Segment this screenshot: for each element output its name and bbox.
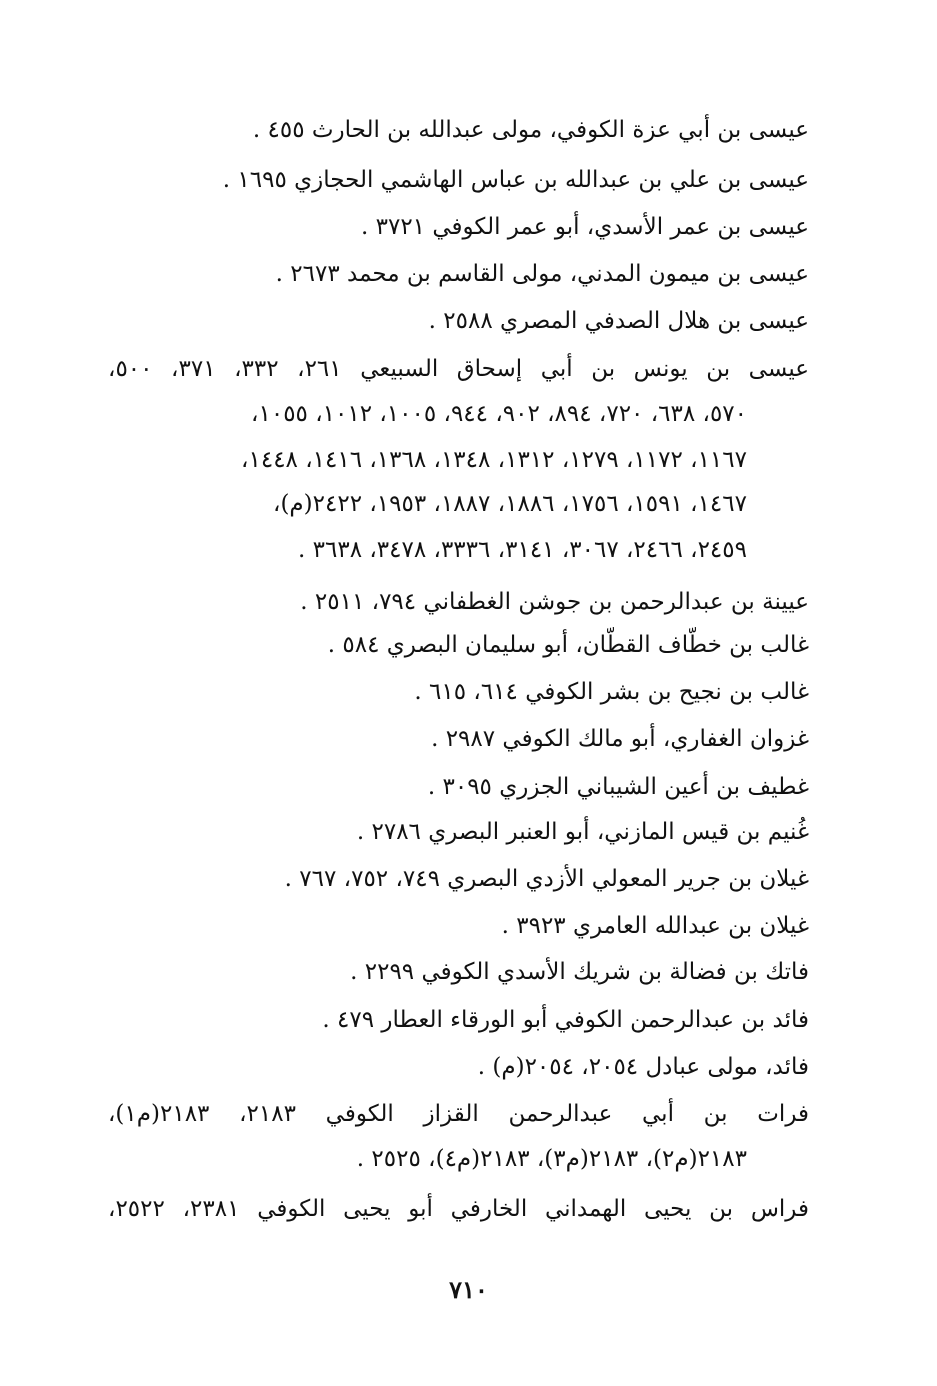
index-entry-continuation: ٢١٨٣(م٢)، ٢١٨٣(م٣)، ٢١٨٣(م٤)، ٢٥٢٥ . <box>356 1146 747 1172</box>
index-entry: غالب بن خطّاف القطّان، أبو سليمان البصري ٥٨٤ . <box>327 632 809 658</box>
page-number: ٧١٠ <box>449 1275 488 1304</box>
index-entry: فرات بن أبي عبدالرحمن القزاز الكوفي ٢١٨٣، ٢١٨٣(م١)، <box>108 1101 810 1127</box>
index-entry: غيلان بن عبدالله العامري ٣٩٢٣ . <box>501 913 809 939</box>
index-entry: عيسى بن هلال الصدفي المصري ٢٥٨٨ . <box>428 308 809 334</box>
index-entry: عيسى بن أبي عزة الكوفي، مولى عبدالله بن الحارث ٤٥٥ . <box>252 117 809 143</box>
index-entry: فائد بن عبدالرحمن الكوفي أبو الورقاء العطار ٤٧٩ . <box>322 1007 809 1033</box>
index-entry: عيسى بن يونس بن أبي إسحاق السبيعي ٢٦١، ٣٣٢، ٣٧١، ٥٠٠، <box>108 356 810 382</box>
index-entry: غزوان الغفاري، أبو مالك الكوفي ٢٩٨٧ . <box>431 726 809 752</box>
index-entry: فائد، مولى عبادل ٢٠٥٤، ٢٠٥٤(م) . <box>477 1054 809 1080</box>
index-entry: فراس بن يحيى الهمداني الخارفي أبو يحيى الكوفي ٢٣٨١، ٢٥٢٢، <box>108 1196 809 1222</box>
index-entry: عيسى بن عمر الأسدي، أبو عمر الكوفي ٣٧٢١ . <box>360 214 809 240</box>
index-entry-continuation: ٢٤٥٩، ٢٤٦٦، ٣٠٦٧، ٣١٤١، ٣٣٣٦، ٣٤٧٨، ٣٦٣٨ . <box>298 537 747 563</box>
index-entry-continuation: ١١٦٧، ١١٧٢، ١٢٧٩، ١٣١٢، ١٣٤٨، ١٣٦٨، ١٤١٦، ١٤٤٨، <box>241 447 747 473</box>
index-entry: غيلان بن جرير المعولي الأزدي البصري ٧٤٩، ٧٥٢، ٧٦٧ . <box>284 866 809 892</box>
index-entry: عيسى بن ميمون المدني، مولى القاسم بن محمد ٢٦٧٣ . <box>275 261 809 287</box>
index-entry: عيسى بن علي بن عبدالله بن عباس الهاشمي الحجازي ١٦٩٥ . <box>222 167 809 193</box>
index-entry: غطيف بن أعين الشيباني الجزري ٣٠٩٥ . <box>427 774 809 800</box>
index-entry-continuation: ٥٧٠، ٦٣٨، ٧٢٠، ٨٩٤، ٩٠٢، ٩٤٤، ١٠٠٥، ١٠١٢، ١٠٥٥، <box>251 401 747 427</box>
index-entry: عيينة بن عبدالرحمن بن جوشن الغطفاني ٧٩٤، ٢٥١١ . <box>300 589 809 615</box>
index-entry: غُنيم بن قيس المازني، أبو العنبر البصري ٢٧٨٦ . <box>356 819 809 845</box>
index-entry: غالب بن نجيح بن بشر الكوفي ٦١٤، ٦١٥ . <box>414 679 809 705</box>
index-entry-continuation: ١٤٦٧، ١٥٩١، ١٧٥٦، ١٨٨٦، ١٨٨٧، ١٩٥٣، ٢٤٢٢(م)، <box>273 491 747 517</box>
index-entry: فاتك بن فضالة بن شريك الأسدي الكوفي ٢٢٩٩ . <box>350 959 809 985</box>
